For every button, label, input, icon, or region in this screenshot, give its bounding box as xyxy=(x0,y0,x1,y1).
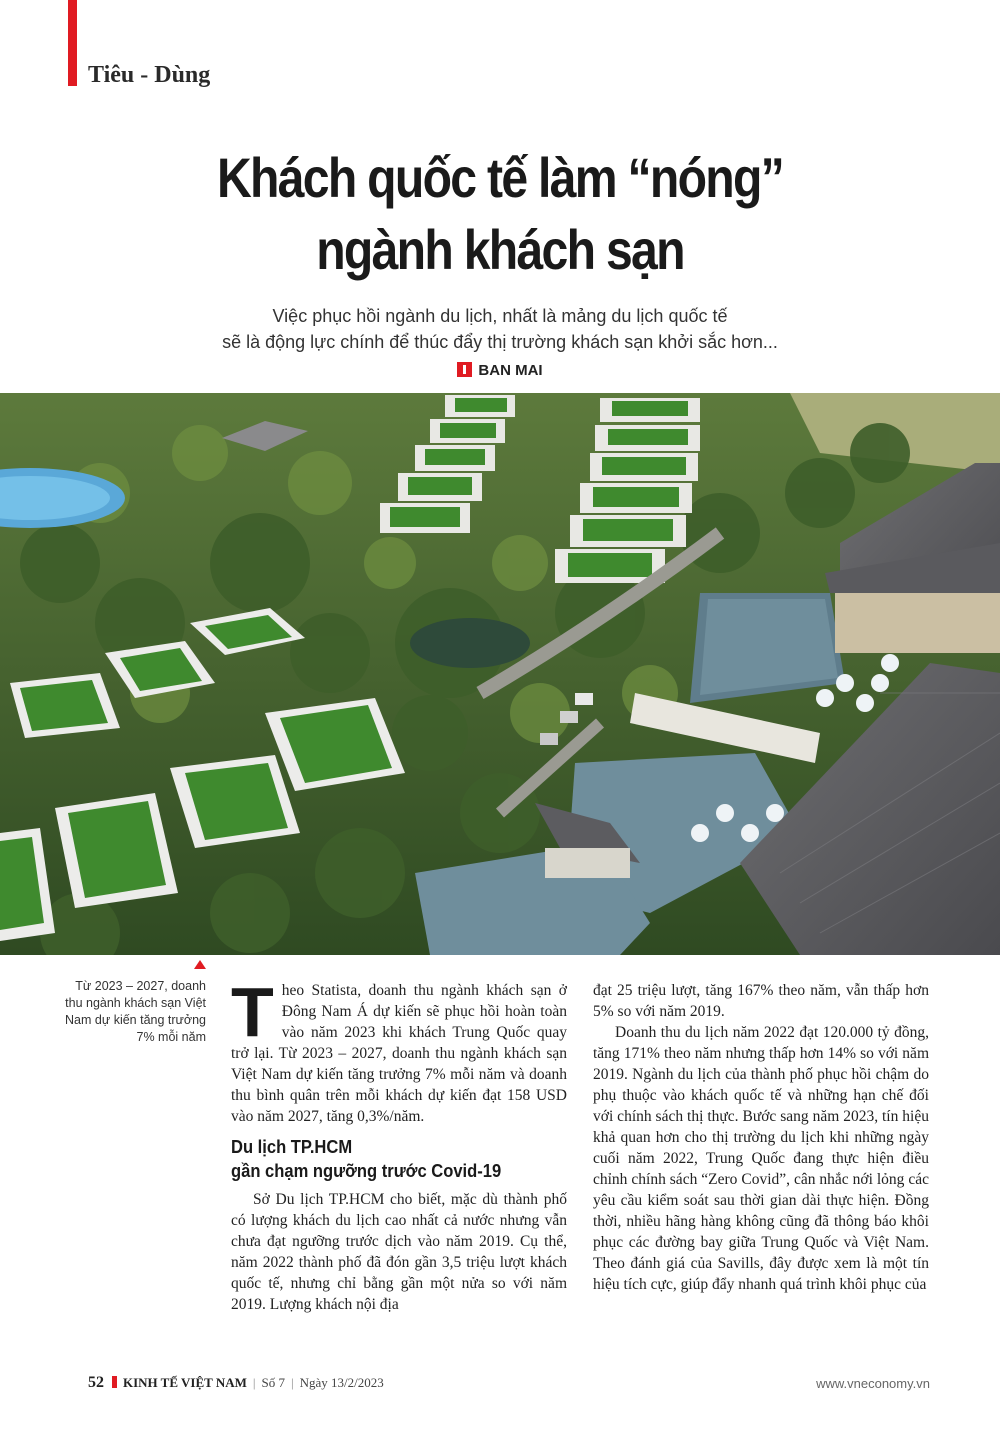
issue-number: Số 7 xyxy=(261,1375,285,1390)
subheading-line-1: Du lịch TP.HCM xyxy=(231,1137,353,1157)
drop-cap: T xyxy=(231,973,274,1051)
pen-icon xyxy=(457,362,472,377)
paragraph-2: Sở Du lịch TP.HCM cho biết, mặc dù thành phố có lượng khách du lịch cao nhất cả nước nhưng vẫn chưa đạt ngưỡng trước dịch vào năm 2019. Cụ thể, năm 2022 thành phố đã đón gần 3,5 triệu lượt khách quốc tế, nhưng chỉ bằng gần một nửa so với năm 2019. Lượng khách nội địa xyxy=(231,1191,567,1313)
page-footer xyxy=(88,1374,384,1392)
footer-separator: | xyxy=(252,1375,256,1390)
footer-separator: | xyxy=(291,1375,294,1390)
magazine-name: KINH TẾ VIỆT NAM xyxy=(123,1375,247,1390)
photo-caption: Từ 2023 – 2027, doanh thu ngành khách sạn Việt Nam dự kiến tăng trưởng 7% mỗi năm xyxy=(65,979,206,1044)
paragraph-4: Doanh thu du lịch năm 2022 đạt 120.000 tỷ đồng, tăng 171% theo năm nhưng thấp hơn 14% so với năm 2019. Ngành du lịch của thành phố phục hồi chậm do phụ thuộc vào khách quốc tế và những hạn chế đối với chính sách thị thực. Bước sang năm 2023, tín hiệu khả quan hơn cho thị trường du lịch khi những ngày cuối năm 2022, Trung Quốc đang thực hiện điều chỉnh chính sách “Zero Covid”, cân nhắc nới lỏng các yêu cầu kiểm soát sau thời gian dài thực hiện. Đồng thời, nhiều hãng hàng không cũng đã thông báo khôi phục các đường bay giữa Trung Quốc và Việt Nam. Theo đánh giá của Savills, đây được xem là một tín hiệu tích cực, giúp đẩy nhanh quá trình khôi phục của xyxy=(593,1024,929,1293)
byline xyxy=(0,362,1000,379)
lead-line-1: Việc phục hồi ngành du lịch, nhất là mảng du lịch quốc tế xyxy=(272,306,728,326)
lead-line-2: sẽ là động lực chính để thúc đẩy thị trường khách sạn khởi sắc hơn... xyxy=(222,332,778,352)
article-column-2 xyxy=(593,980,929,1295)
caption-marker-icon xyxy=(194,960,206,969)
paragraph-3: đạt 25 triệu lượt, tăng 167% theo năm, vẫn thấp hơn 5% so với năm 2019. xyxy=(593,982,929,1020)
paragraph-1: heo Statista, doanh thu ngành khách sạn ở Đông Nam Á dự kiến sẽ phục hồi hoàn toàn vào năm 2023 khi khách Trung Quốc quay trở lại. Từ 2023 – 2027, doanh thu ngành khách sạn Việt Nam dự kiến tăng trưởng 7% mỗi năm và doanh thu bình quân trên mỗi khách dự kiến đạt 158 USD vào năm 2027, tăng 0,3%/năm. xyxy=(231,982,567,1125)
headline-line-1: Khách quốc tế làm “nóng” xyxy=(216,146,784,209)
footer-marker-icon xyxy=(112,1376,117,1388)
article-column-1 xyxy=(231,973,567,1315)
headline-line-2: ngành khách sạn xyxy=(316,218,684,281)
lead-paragraph xyxy=(150,303,850,355)
website-url[interactable]: www.vneconomy.vn xyxy=(816,1376,930,1391)
section-accent-bar xyxy=(68,0,77,86)
author-name: BAN MAI xyxy=(478,362,543,379)
subheading-line-2: gần chạm ngưỡng trước Covid-19 xyxy=(231,1161,502,1181)
issue-date: Ngày 13/2/2023 xyxy=(299,1375,384,1390)
section-label: Tiêu - Dùng xyxy=(88,62,211,88)
resort-aerial-photo xyxy=(0,393,1000,955)
headline xyxy=(122,142,879,286)
page-number: 52 xyxy=(88,1374,104,1391)
subheading xyxy=(231,1135,540,1183)
